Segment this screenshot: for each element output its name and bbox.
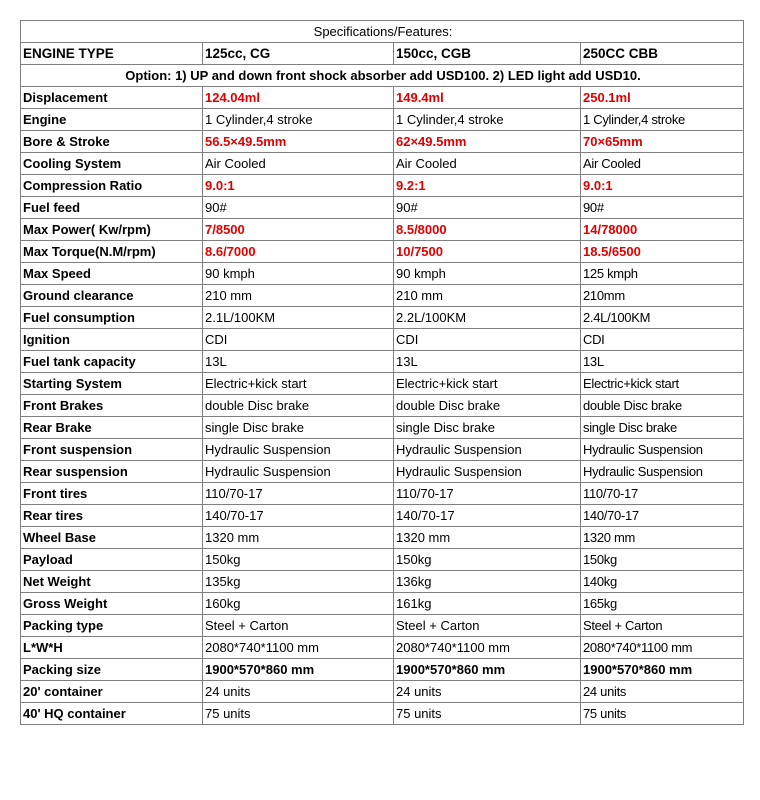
spec-value: 2.2L/100KM — [394, 307, 581, 329]
spec-value: 210 mm — [394, 285, 581, 307]
spec-label: Ground clearance — [21, 285, 203, 307]
spec-value: 1320 mm — [203, 527, 394, 549]
spec-label: L*W*H — [21, 637, 203, 659]
spec-value: Electric+kick start — [203, 373, 394, 395]
spec-label: 20' container — [21, 681, 203, 703]
spec-row — [21, 527, 744, 549]
spec-value: single Disc brake — [394, 417, 581, 439]
spec-value: CDI — [581, 329, 744, 351]
spec-row — [21, 109, 744, 131]
model-125-header: 125cc, CG — [203, 43, 394, 65]
table-title: Specifications/Features: — [21, 21, 744, 43]
model-250-header: 250CC CBB — [581, 43, 744, 65]
spec-value: 7/8500 — [203, 219, 394, 241]
spec-value: 250.1ml — [581, 87, 744, 109]
spec-row — [21, 351, 744, 373]
spec-table-body — [21, 21, 744, 725]
spec-value: 1900*570*860 mm — [581, 659, 744, 681]
spec-value: Air Cooled — [394, 153, 581, 175]
spec-value: 1320 mm — [581, 527, 744, 549]
spec-row — [21, 241, 744, 263]
spec-value: Hydraulic Suspension — [581, 461, 744, 483]
spec-value: 110/70-17 — [581, 483, 744, 505]
spec-label: Rear tires — [21, 505, 203, 527]
title-row — [21, 21, 744, 43]
spec-value: Hydraulic Suspension — [581, 439, 744, 461]
spec-value: 9.0:1 — [581, 175, 744, 197]
spec-label: Packing size — [21, 659, 203, 681]
spec-value: 90# — [581, 197, 744, 219]
spec-row — [21, 417, 744, 439]
spec-value: 2.4L/100KM — [581, 307, 744, 329]
spec-label: Max Torque(N.M/rpm) — [21, 241, 203, 263]
spec-row — [21, 505, 744, 527]
spec-value: 90 kmph — [394, 263, 581, 285]
spec-label: Engine — [21, 109, 203, 131]
spec-row — [21, 461, 744, 483]
spec-value: double Disc brake — [581, 395, 744, 417]
spec-label: Front tires — [21, 483, 203, 505]
spec-value: 1 Cylinder,4 stroke — [203, 109, 394, 131]
spec-label: Rear Brake — [21, 417, 203, 439]
spec-value: 90# — [203, 197, 394, 219]
spec-value: 1900*570*860 mm — [394, 659, 581, 681]
spec-row — [21, 87, 744, 109]
spec-value: 13L — [203, 351, 394, 373]
spec-value: 2080*740*1100 mm — [581, 637, 744, 659]
spec-row — [21, 395, 744, 417]
spec-value: 56.5×49.5mm — [203, 131, 394, 153]
spec-label: Displacement — [21, 87, 203, 109]
spec-label: Gross Weight — [21, 593, 203, 615]
model-150-header: 150cc, CGB — [394, 43, 581, 65]
spec-value: 150kg — [394, 549, 581, 571]
spec-value: 90# — [394, 197, 581, 219]
spec-value: 13L — [581, 351, 744, 373]
spec-value: 110/70-17 — [203, 483, 394, 505]
spec-value: 210mm — [581, 285, 744, 307]
spec-value: 1900*570*860 mm — [203, 659, 394, 681]
spec-row — [21, 285, 744, 307]
spec-value: Hydraulic Suspension — [394, 439, 581, 461]
option-note: Option: 1) UP and down front shock absorber add USD100. 2) LED light add USD10. — [21, 65, 744, 87]
spec-row — [21, 373, 744, 395]
spec-row — [21, 307, 744, 329]
spec-value: 110/70-17 — [394, 483, 581, 505]
spec-value: 9.0:1 — [203, 175, 394, 197]
spec-label: Fuel feed — [21, 197, 203, 219]
spec-value: 140/70-17 — [203, 505, 394, 527]
spec-label: 40' HQ container — [21, 703, 203, 725]
spec-value: Steel + Carton — [581, 615, 744, 637]
spec-value: Electric+kick start — [394, 373, 581, 395]
spec-value: 1 Cylinder,4 stroke — [581, 109, 744, 131]
spec-value: 75 units — [203, 703, 394, 725]
spec-value: 62×49.5mm — [394, 131, 581, 153]
spec-value: 140kg — [581, 571, 744, 593]
spec-value: 2080*740*1100 mm — [394, 637, 581, 659]
spec-value: Hydraulic Suspension — [203, 439, 394, 461]
spec-value: 136kg — [394, 571, 581, 593]
spec-label: Compression Ratio — [21, 175, 203, 197]
spec-value: single Disc brake — [203, 417, 394, 439]
spec-label: Front Brakes — [21, 395, 203, 417]
spec-value: 75 units — [394, 703, 581, 725]
spec-label: Payload — [21, 549, 203, 571]
spec-label: Cooling System — [21, 153, 203, 175]
spec-value: 165kg — [581, 593, 744, 615]
spec-row — [21, 439, 744, 461]
specifications-table — [20, 20, 744, 725]
spec-value: Air Cooled — [581, 153, 744, 175]
spec-value: 8.5/8000 — [394, 219, 581, 241]
spec-row — [21, 593, 744, 615]
spec-value: 14/78000 — [581, 219, 744, 241]
option-row — [21, 65, 744, 87]
spec-row — [21, 153, 744, 175]
spec-value: 210 mm — [203, 285, 394, 307]
spec-row — [21, 659, 744, 681]
spec-value: 160kg — [203, 593, 394, 615]
spec-value: Steel + Carton — [203, 615, 394, 637]
spec-value: 150kg — [203, 549, 394, 571]
spec-value: 90 kmph — [203, 263, 394, 285]
spec-label: Front suspension — [21, 439, 203, 461]
spec-label: Fuel consumption — [21, 307, 203, 329]
spec-label: Bore & Stroke — [21, 131, 203, 153]
spec-label: Net Weight — [21, 571, 203, 593]
spec-value: Steel + Carton — [394, 615, 581, 637]
spec-row — [21, 681, 744, 703]
spec-value: 9.2:1 — [394, 175, 581, 197]
spec-row — [21, 637, 744, 659]
spec-row — [21, 571, 744, 593]
spec-row — [21, 703, 744, 725]
spec-row — [21, 549, 744, 571]
spec-value: 18.5/6500 — [581, 241, 744, 263]
spec-value: 125 kmph — [581, 263, 744, 285]
spec-value: 140/70-17 — [581, 505, 744, 527]
spec-row — [21, 131, 744, 153]
spec-value: 161kg — [394, 593, 581, 615]
spec-label: Max Speed — [21, 263, 203, 285]
spec-value: 24 units — [394, 681, 581, 703]
header-row — [21, 43, 744, 65]
spec-value: double Disc brake — [203, 395, 394, 417]
spec-value: 140/70-17 — [394, 505, 581, 527]
spec-value: 24 units — [581, 681, 744, 703]
spec-value: 1 Cylinder,4 stroke — [394, 109, 581, 131]
spec-row — [21, 329, 744, 351]
spec-value: 70×65mm — [581, 131, 744, 153]
spec-value: 1320 mm — [394, 527, 581, 549]
spec-label: Fuel tank capacity — [21, 351, 203, 373]
spec-value: 24 units — [203, 681, 394, 703]
spec-value: 149.4ml — [394, 87, 581, 109]
spec-label: Starting System — [21, 373, 203, 395]
spec-label: Max Power( Kw/rpm) — [21, 219, 203, 241]
spec-row — [21, 615, 744, 637]
spec-value: 150kg — [581, 549, 744, 571]
spec-value: 75 units — [581, 703, 744, 725]
spec-value: 10/7500 — [394, 241, 581, 263]
spec-row — [21, 263, 744, 285]
engine-type-label: ENGINE TYPE — [21, 43, 203, 65]
spec-label: Packing type — [21, 615, 203, 637]
spec-value: 13L — [394, 351, 581, 373]
spec-value: Air Cooled — [203, 153, 394, 175]
spec-row — [21, 175, 744, 197]
spec-value: 124.04ml — [203, 87, 394, 109]
spec-value: CDI — [203, 329, 394, 351]
spec-value: Hydraulic Suspension — [203, 461, 394, 483]
spec-label: Ignition — [21, 329, 203, 351]
spec-value: single Disc brake — [581, 417, 744, 439]
spec-label: Rear suspension — [21, 461, 203, 483]
spec-value: 2.1L/100KM — [203, 307, 394, 329]
spec-value: Electric+kick start — [581, 373, 744, 395]
spec-value: Hydraulic Suspension — [394, 461, 581, 483]
spec-row — [21, 197, 744, 219]
spec-row — [21, 483, 744, 505]
spec-value: 8.6/7000 — [203, 241, 394, 263]
spec-value: 135kg — [203, 571, 394, 593]
spec-value: CDI — [394, 329, 581, 351]
spec-value: double Disc brake — [394, 395, 581, 417]
spec-label: Wheel Base — [21, 527, 203, 549]
spec-row — [21, 219, 744, 241]
spec-value: 2080*740*1100 mm — [203, 637, 394, 659]
